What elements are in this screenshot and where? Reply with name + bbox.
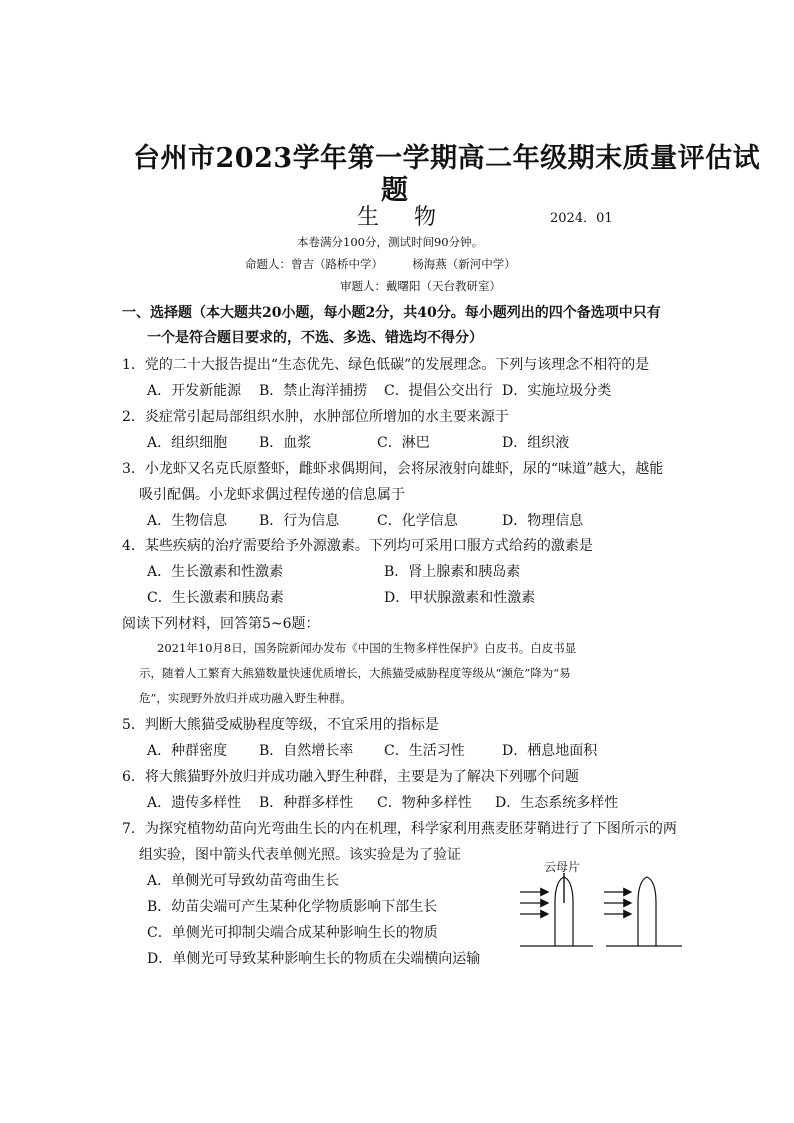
- question-2-stem: 2．炎症常引起局部组织水肿，水肿部位所增加的水主要来源于: [122, 409, 509, 425]
- question-5-option-c: C．生活习性: [384, 743, 465, 759]
- section-heading-line2: 一个是符合题目要求的，不选、多选、错选均不得分）: [147, 330, 483, 346]
- question-1-option-a: A．开发新能源: [147, 383, 242, 399]
- reading-intro: 阅读下列材料，回答第5~6题：: [122, 616, 320, 632]
- question-3-option-c: C．化学信息: [377, 513, 458, 529]
- question-3-option-a: A．生物信息: [147, 513, 228, 529]
- question-4-option-c: C．生长激素和胰岛素: [147, 590, 284, 606]
- exam-note: 本卷满分100分，测试时间90分钟。: [297, 235, 484, 249]
- question-2-option-b: B．血浆: [259, 435, 312, 451]
- coleoptile-experiment-figure: [520, 855, 690, 955]
- question-6-option-c: C．物种多样性: [377, 795, 472, 811]
- question-2-option-a: A．组织细胞: [147, 435, 228, 451]
- question-4-option-d: D．甲状腺激素和性激素: [384, 590, 536, 606]
- section-heading-line1: 一、选择题（本大题共20小题，每小题2分，共40分。每小题列出的四个备选项中只有: [122, 305, 661, 321]
- reading-passage-line1: 2021年10月8日，国务院新闻办发布《中国的生物多样性保护》白皮书。白皮书显: [157, 641, 577, 655]
- question-setters: 命题人：曾吉（路桥中学） 杨海燕（新河中学）: [245, 257, 516, 271]
- question-7-option-c: C．单侧光可抑制尖端合成某种影响生长的物质: [147, 925, 438, 941]
- reading-passage-line3: 危”，实现野外放归并成功融入野生种群。: [139, 691, 352, 705]
- question-4-option-b: B．肾上腺素和胰岛素: [384, 564, 521, 580]
- question-5-stem: 5．判断大熊猫受威胁程度等级，不宜采用的指标是: [122, 717, 439, 733]
- question-5-option-a: A．种群密度: [147, 743, 228, 759]
- question-3-option-b: B．行为信息: [259, 513, 340, 529]
- page-title-line2: 题: [381, 175, 409, 206]
- question-4-stem: 4．某些疾病的治疗需要给予外源激素。下列均可采用口服方式给药的激素是: [122, 538, 593, 554]
- coleoptile-right: [638, 877, 656, 946]
- question-5-option-d: D．栖息地面积: [502, 743, 598, 759]
- question-6-stem: 6．将大熊猫野外放归并成功融入野生种群，主要是为了解决下列哪个问题: [122, 769, 579, 785]
- question-reviewer: 审题人：戴曙阳（天台教研室）: [340, 279, 501, 293]
- page-title-line1: 台州市2023学年第一学期高二年级期末质量评估试: [133, 143, 761, 174]
- mica-label: 云母片: [544, 860, 581, 874]
- question-2-option-c: C．淋巴: [377, 435, 430, 451]
- question-3-stem-line2: 吸引配偶。小龙虾求偶过程传递的信息属于: [139, 487, 405, 503]
- question-3-option-d: D．物理信息: [502, 513, 584, 529]
- question-7-stem-line1: 7．为探究植物幼苗向光弯曲生长的内在机理，科学家利用燕麦胚芽鞘进行了下图所示的两: [122, 821, 677, 837]
- question-7-stem-line2: 组实验，图中箭头代表单侧光照。该实验是为了验证: [139, 847, 461, 863]
- question-7-option-d: D．单侧光可导致某种影响生长的物质在尖端横向运输: [147, 951, 481, 967]
- question-7-option-b: B．幼苗尖端可产生某种化学物质影响下部生长: [147, 899, 438, 915]
- question-6-option-d: D．生态系统多样性: [495, 795, 619, 811]
- question-7-option-a: A．单侧光可导致幼苗弯曲生长: [147, 873, 340, 889]
- question-1-option-c: C．提倡公交出行: [384, 383, 493, 399]
- question-1-stem: 1．党的二十大报告提出“生态优先、绿色低碳”的发展理念。下列与该理念不相符的是: [122, 357, 650, 373]
- reading-passage-line2: 示，随着人工繁育大熊猫数量快速优质增长，大熊猫受威胁程度等级从“濒危”降为“易: [139, 666, 571, 680]
- question-6-option-b: B．种群多样性: [259, 795, 354, 811]
- subject-label: 生 物: [357, 205, 450, 230]
- question-1-option-b: B．禁止海洋捕捞: [259, 383, 368, 399]
- question-4-option-a: A．生长激素和性激素: [147, 564, 284, 580]
- question-5-option-b: B．自然增长率: [259, 743, 354, 759]
- question-6-option-a: A．遗传多样性: [147, 795, 242, 811]
- question-2-option-d: D．组织液: [502, 435, 570, 451]
- question-1-option-d: D．实施垃圾分类: [502, 383, 612, 399]
- question-3-stem-line1: 3．小龙虾又名克氏原螯虾，雌虾求偶期间，会将尿液射向雄虾，尿的“味道”越大，越能: [122, 461, 664, 477]
- exam-date: 2024．01: [550, 211, 613, 226]
